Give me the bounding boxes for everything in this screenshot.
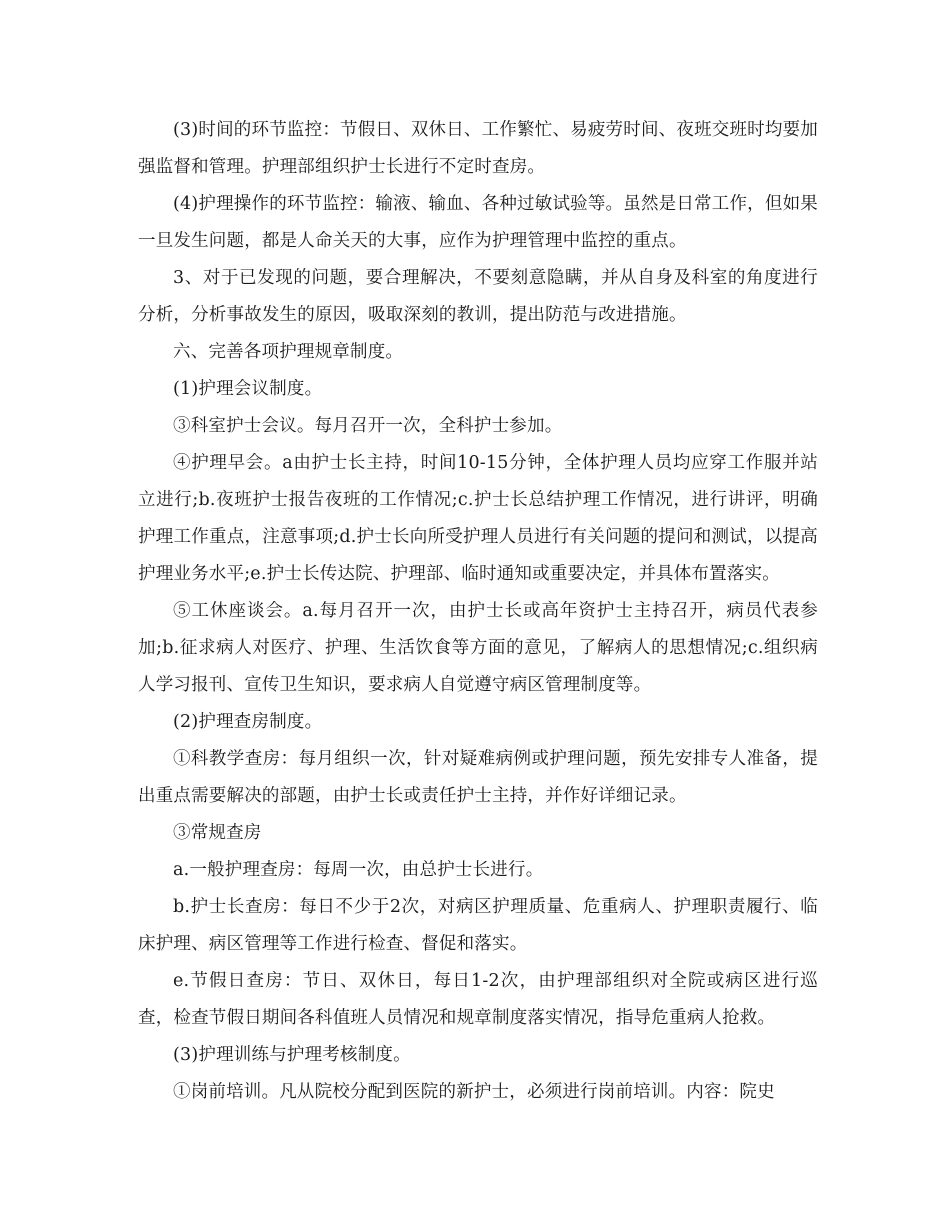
section-heading-rules: 六、完善各项护理规章制度。 <box>173 342 404 362</box>
paragraph-general-rounds: a.一般护理查房：每周一次，由总护士长进行。 <box>173 860 544 880</box>
paragraph-routine-rounds: ③常规查房 <box>173 823 262 843</box>
paragraph-problem-resolution: 3、对于已发现的问题，要合理解决，不要刻意隐瞒，并从自身及科室的角度进行分析，分析事故发生的原因，吸取深刻的教训，提出防范与改进措施。 <box>138 268 818 325</box>
paragraph-time-monitoring: (3)时间的环节监控：节假日、双休日、工作繁忙、易疲劳时间、夜班交班时均要加强监督和管理。护理部组织护士长进行不定时查房。 <box>138 120 818 177</box>
subheading-meeting-system: (1)护理会议制度。 <box>173 379 323 399</box>
paragraph-department-meeting: ③科室护士会议。每月召开一次，全科护士参加。 <box>173 416 563 436</box>
subheading-rounds-system: (2)护理查房制度。 <box>173 712 323 732</box>
document-page <box>138 112 818 1111</box>
paragraph-pre-job-training: ①岗前培训。凡从院校分配到医院的新护士，必须进行岗前培训。内容：院史 <box>173 1082 775 1102</box>
paragraph-head-nurse-rounds: b.护士长查房：每日不少于2次，对病区护理质量、危重病人、护理职责履行、临床护理、病区管理等工作进行检查、督促和落实。 <box>138 897 818 954</box>
paragraph-operation-monitoring: (4)护理操作的环节监控：输液、输血、各种过敏试验等。虽然是日常工作，但如果一旦发生问题，都是人命关天的大事，应作为护理管理中监控的重点。 <box>138 194 818 251</box>
subheading-training-system: (3)护理训练与护理考核制度。 <box>173 1045 411 1065</box>
paragraph-morning-meeting: ④护理早会。a由护士长主持，时间10-15分钟，全体护理人员均应穿工作服并站立进行;b.夜班护士报告夜班的工作情况;c.护士长总结护理工作情况，进行讲评，明确护理工作重点，注意事项;d.护士长向所受护理人员进行有关问题的提问和测试，以提高护理业务水平;e.护士长传达院、护理部、临时通知或重要决定，并具体布置落实。 <box>138 453 818 584</box>
paragraph-teaching-rounds: ①科教学查房：每月组织一次，针对疑难病例或护理问题，预先安排专人准备，提出重点需要解决的部题，由护士长或责任护士主持，并作好详细记录。 <box>138 749 818 806</box>
paragraph-holiday-rounds: e.节假日查房：节日、双休日，每日1-2次，由护理部组织对全院或病区进行巡查，检查节假日期间各科值班人员情况和规章制度落实情况，指导危重病人抢救。 <box>138 971 818 1028</box>
paragraph-patient-forum: ⑤工休座谈会。a.每月召开一次，由护士长或高年资护士主持召开，病员代表参加;b.征求病人对医疗、护理、生活饮食等方面的意见，了解病人的思想情况;c.组织病人学习报刊、宣传卫生知识，要求病人自觉遵守病区管理制度等。 <box>138 601 818 695</box>
